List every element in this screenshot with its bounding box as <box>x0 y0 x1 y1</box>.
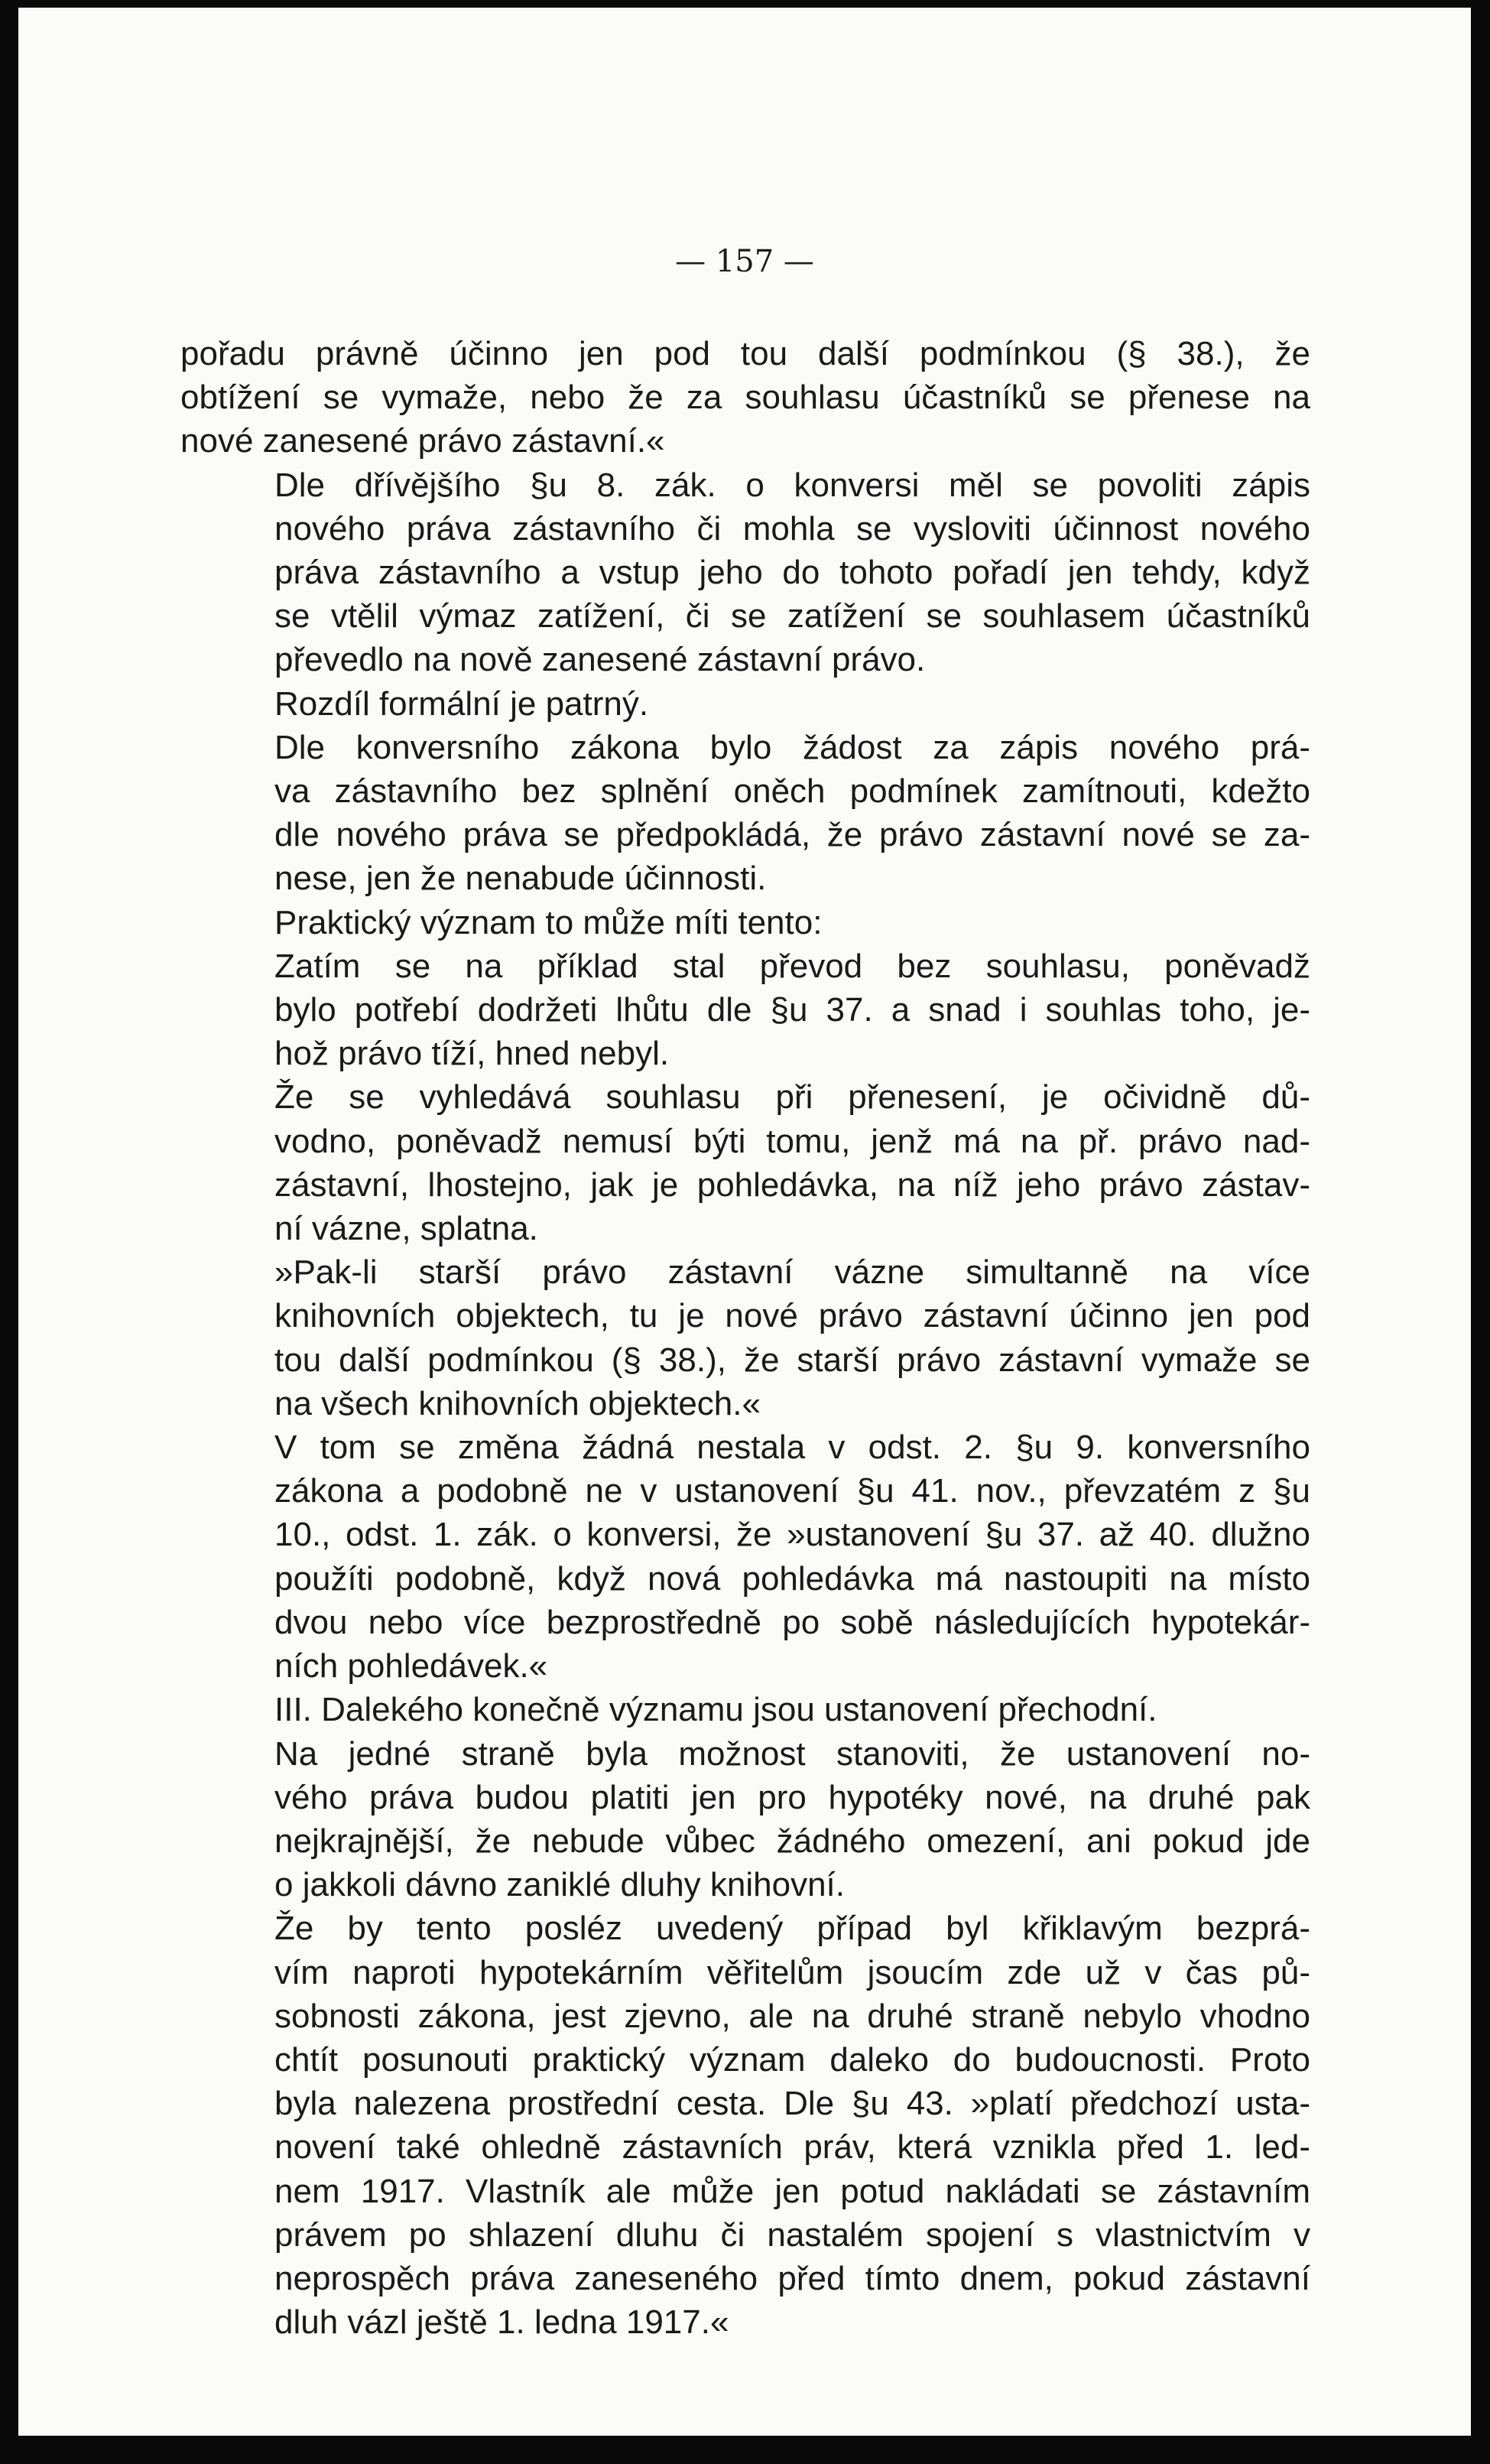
text-line: zástavní, lhostejno, jak je pohledávka, na níž jeho právo zástav- <box>274 1165 1310 1204</box>
text-line: »Pak-li starší právo zástavní vázne simultanně na více <box>274 1253 1310 1292</box>
body-text <box>180 332 1310 2344</box>
text-line: ních pohledávek.« <box>274 1647 548 1685</box>
text-line: chtít posunouti praktický význam daleko do budoucnosti. Proto <box>274 2040 1310 2079</box>
paragraph <box>180 1075 1310 1250</box>
text-line: dluh vázl ještě 1. ledna 1917.« <box>274 2303 729 2342</box>
text-line: zákona a podobně ne v ustanovení §u 41. nov., převzatém z §u <box>274 1472 1310 1510</box>
text-line: použíti podobně, když nová pohledávka má nastoupiti na místo <box>274 1559 1310 1598</box>
text-line: Na jedné straně byla možnost stanoviti, že ustanovení no- <box>274 1734 1310 1773</box>
text-line: Že by tento posléz uvedený případ byl křiklavým bezprá- <box>274 1910 1310 1948</box>
text-line: vodno, poněvadž nemusí býti tomu, jenž má na př. právo nad- <box>274 1122 1310 1160</box>
paragraph <box>180 1250 1310 1425</box>
text-line: nové zanesené právo zástavní.« <box>180 422 665 460</box>
text-line: právem po shlazení dluhu či nastalém spojení s vlastnictvím v <box>274 2215 1310 2254</box>
text-line: Praktický význam to může míti tento: <box>274 903 823 941</box>
text-line: byla nalezena prostřední cesta. Dle §u 43. »platí předchozí usta- <box>274 2085 1310 2123</box>
text-line: bylo potřebí dodržeti lhůtu dle §u 37. a snad i souhlas toho, je- <box>274 991 1310 1029</box>
text-line: novení také ohledně zástavních práv, která vznikla před 1. led- <box>274 2128 1310 2167</box>
book-page <box>18 8 1471 2436</box>
text-line: práva zástavního a vstup jeho do tohoto pořadí jen tehdy, když <box>274 554 1310 592</box>
text-line: ní vázne, splatna. <box>274 1210 538 1248</box>
text-line: dvou nebo více bezprostředně po sobě následujících hypotekár- <box>274 1603 1310 1641</box>
text-line: Dle dřívějšího §u 8. zák. o konversi měl se povoliti zápis <box>274 466 1310 504</box>
text-line: 10., odst. 1. zák. o konversi, že »ustanovení §u 37. až 40. dlužno <box>274 1516 1310 1554</box>
text-line: Rozdíl formální je patrný. <box>274 684 649 723</box>
page-number: — 157 — <box>675 244 814 279</box>
text-line: Že se vyhledává souhlasu při přenesení, je očividně dů- <box>274 1078 1310 1117</box>
text-line: tou další podmínkou (§ 38.), že starší právo zástavní vymaže se <box>274 1341 1310 1379</box>
paragraph <box>180 1688 1310 1731</box>
text-line: na všech knihovních objektech.« <box>274 1384 761 1422</box>
text-line: sobnosti zákona, jest zjevno, ale na druhé straně nebylo vhodno <box>274 1997 1310 2035</box>
text-line: nese, jen že nenabude účinnosti. <box>274 860 767 898</box>
text-line: se vtělil výmaz zatížení, či se zatížení se souhlasem účastníků <box>274 597 1310 636</box>
text-line: nového práva zástavního či mohla se vysloviti účinnost nového <box>274 509 1310 548</box>
text-line: převedlo na nově zanesené zástavní právo. <box>274 641 926 679</box>
paragraph <box>180 1425 1310 1688</box>
paragraph <box>180 901 1310 944</box>
text-line: V tom se změna žádná nestala v odst. 2. §u 9. konversního <box>274 1429 1310 1467</box>
paragraph <box>180 1907 1310 2344</box>
paragraph <box>180 463 1310 682</box>
text-line: neprospěch práva zaneseného před tímto dnem, pokud zástavní <box>274 2259 1310 2297</box>
paragraph <box>180 726 1310 901</box>
text-line: va zástavního bez splnění oněch podmínek zamítnouti, kdežto <box>274 772 1310 811</box>
text-line: Zatím se na příklad stal převod bez souhlasu, poněvadž <box>274 947 1310 985</box>
paragraph <box>180 332 1310 463</box>
paragraph <box>180 1732 1310 1907</box>
paragraph <box>180 682 1310 726</box>
text-line: Dle konversního zákona bylo žádost za zápis nového prá- <box>274 728 1310 766</box>
text-line: nejkrajnější, že nebude vůbec žádného omezení, ani pokud jde <box>274 1822 1310 1860</box>
text-line: dle nového práva se předpokládá, že právo zástavní nové se za- <box>274 816 1310 854</box>
text-line: pořadu právně účinno jen pod tou další podmínkou (§ 38.), že <box>180 335 1310 372</box>
text-line: vého práva budou platiti jen pro hypotéky nové, na druhé pak <box>274 1778 1310 1816</box>
text-line: III. Dalekého konečně významu jsou ustanovení přechodní. <box>274 1691 1157 1729</box>
paragraph <box>180 944 1310 1076</box>
text-line: hož právo tíží, hned nebyl. <box>274 1035 670 1073</box>
text-line: o jakkoli dávno zaniklé dluhy knihovní. <box>274 1866 846 1904</box>
text-line: nem 1917. Vlastník ale může jen potud nakládati se zástavním <box>274 2172 1310 2210</box>
text-line: obtížení se vymaže, nebo že za souhlasu účastníků se přenese na <box>180 379 1310 417</box>
text-line: vím naproti hypotekárním věřitelům jsoucím zde už v čas pů- <box>274 1953 1310 1991</box>
text-line: knihovních objektech, tu je nové právo zástavní účinno jen pod <box>274 1297 1310 1335</box>
